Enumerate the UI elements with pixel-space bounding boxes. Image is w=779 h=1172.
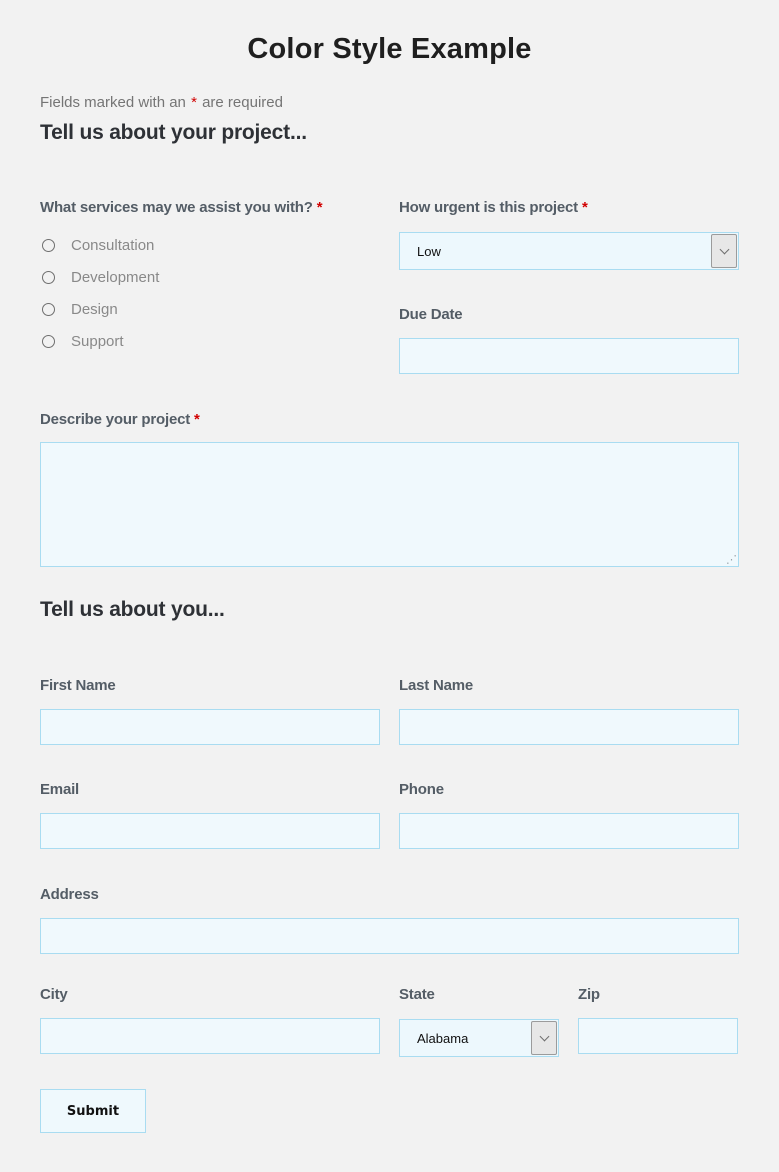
page-title: Color Style Example — [247, 33, 532, 65]
required-note-prefix: Fields marked with an — [40, 94, 191, 111]
urgency-select[interactable] — [399, 232, 739, 270]
last-name-input[interactable] — [399, 709, 739, 745]
services-required-asterisk: * — [316, 199, 323, 216]
describe-textarea[interactable] — [40, 442, 739, 567]
resize-handle-icon[interactable]: ⋰ — [726, 554, 737, 566]
state-select-arrow-button[interactable] — [531, 1021, 557, 1055]
radio-option-development[interactable] — [40, 261, 380, 293]
state-select-value: Alabama — [417, 1030, 469, 1046]
due-date-input[interactable] — [399, 338, 739, 374]
services-label: What services may we assist you with? * — [40, 199, 323, 216]
city-field — [40, 986, 380, 1057]
last-name-label: Last Name — [399, 677, 474, 694]
first-name-field — [40, 677, 380, 745]
contact-row — [40, 781, 739, 849]
phone-label: Phone — [399, 781, 444, 798]
required-note — [40, 93, 739, 113]
due-date-label: Due Date — [399, 306, 463, 323]
email-field — [40, 781, 380, 849]
project-row — [40, 199, 739, 374]
chevron-down-icon — [539, 1032, 549, 1042]
radio-button-icon[interactable] — [42, 303, 55, 316]
zip-field — [578, 986, 738, 1057]
state-field — [399, 986, 559, 1057]
city-input[interactable] — [40, 1018, 380, 1054]
email-label: Email — [40, 781, 80, 798]
section-heading-about: Tell us about you... — [40, 598, 225, 621]
state-label: State — [399, 986, 435, 1003]
services-radio-group — [40, 229, 380, 357]
zip-label: Zip — [578, 986, 600, 1003]
address-label: Address — [40, 886, 99, 903]
city-label: City — [40, 986, 68, 1003]
urgency-column — [399, 199, 739, 374]
radio-button-icon[interactable] — [42, 271, 55, 284]
radio-button-icon[interactable] — [42, 239, 55, 252]
describe-field — [40, 411, 739, 567]
radio-option-design[interactable] — [40, 293, 380, 325]
address-field — [40, 886, 739, 954]
first-name-label: First Name — [40, 677, 116, 694]
urgency-select-value: Low — [417, 243, 441, 259]
radio-option-label: Support — [71, 332, 124, 350]
describe-textarea-wrap — [40, 442, 739, 567]
name-row — [40, 677, 739, 745]
radio-option-label: Design — [71, 300, 118, 318]
zip-input[interactable] — [578, 1018, 738, 1054]
radio-option-consultation[interactable] — [40, 229, 380, 261]
required-note-suffix: are required — [197, 94, 283, 111]
address-input[interactable] — [40, 918, 739, 954]
state-select[interactable] — [399, 1019, 559, 1057]
phone-field — [399, 781, 739, 849]
submit-button[interactable]: Submit — [40, 1089, 146, 1133]
required-asterisk: * — [191, 94, 197, 111]
radio-option-label: Consultation — [71, 236, 155, 254]
email-input[interactable] — [40, 813, 380, 849]
radio-button-icon[interactable] — [42, 335, 55, 348]
describe-label: Describe your project * — [40, 411, 200, 428]
urgency-select-arrow-button[interactable] — [711, 234, 737, 268]
phone-input[interactable] — [399, 813, 739, 849]
chevron-down-icon — [719, 245, 729, 255]
radio-option-label: Development — [71, 268, 160, 286]
urgency-required-asterisk: * — [581, 199, 588, 216]
first-name-input[interactable] — [40, 709, 380, 745]
describe-required-asterisk: * — [194, 411, 200, 428]
radio-option-support[interactable] — [40, 325, 380, 357]
services-field — [40, 199, 380, 374]
last-name-field — [399, 677, 739, 745]
urgency-label: How urgent is this project * — [399, 199, 588, 216]
section-heading-project: Tell us about your project... — [40, 121, 307, 144]
city-state-zip-row — [40, 986, 739, 1057]
